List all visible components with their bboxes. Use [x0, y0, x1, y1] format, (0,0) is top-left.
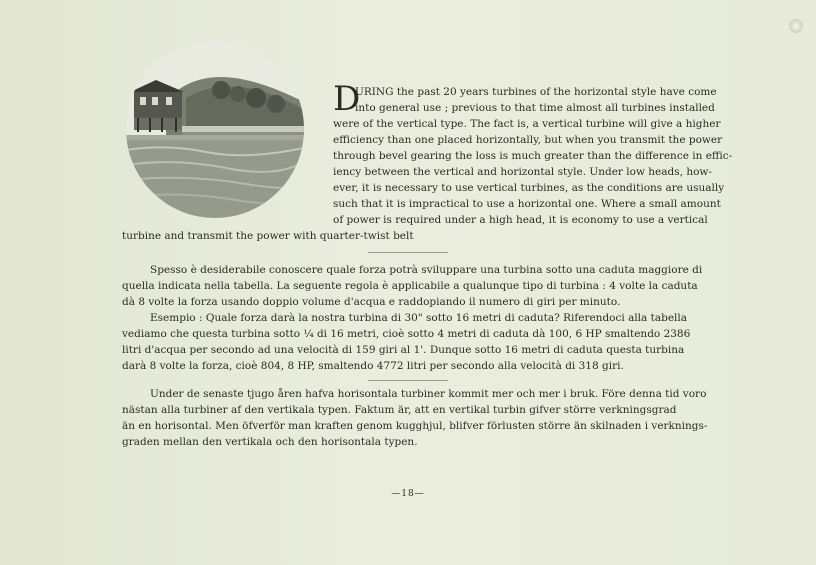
text-line: turbine and transmit the power with quarter-twist belt	[122, 230, 414, 242]
text-line: ever, it is necessary to use vertical turbines, as the conditions are usually	[333, 182, 725, 194]
text-line: quella indicata nella tabella. La seguente regola è applicabile a qualunque tipo di turbina : 4 volte la caduta	[122, 280, 698, 292]
text-line: Under de senaste tjugo åren hafva horisontala turbiner kommit mer och mer i bruk. Före denna tid voro	[150, 388, 707, 400]
text-line: iency between the vertical and horizontal style. Under low heads, how-	[333, 166, 712, 178]
text-line: vediamo che questa turbina sotto ¼ di 16 metri, cioè sotto 4 metri di caduta dà 100, 6 HP smaltendo 2386	[122, 328, 691, 340]
text-line: efficiency than one placed horizontally, but when you transmit the power	[333, 134, 723, 146]
text-line: of power is required under a high head, it is economy to use a vertical	[333, 214, 708, 226]
text-line: were of the vertical type. The fact is, a vertical turbine will give a higher	[333, 118, 721, 130]
page-number: —18—	[391, 489, 425, 499]
drop-cap: D	[333, 79, 361, 119]
text-line: Spesso è desiderabile conoscere quale forza potrà sviluppare una turbina sotto una caduta maggiore di	[150, 264, 703, 276]
text-line: litri d'acqua per secondo ad una velocità di 159 giri al 1'. Dunque sotto 16 metri di caduta questa turbina	[122, 344, 685, 356]
text-line: än en horisontal. Men öfverför man kraften genom kugghjul, blifver förlusten större än skilnaden i verknings-	[122, 420, 708, 432]
text-line: through bevel gearing the loss is much greater than the difference in effic-	[333, 150, 733, 162]
text-line: darà 8 volte la forza, cioè 804, 8 HP, smaltendo 4772 litri per secondo alla velocità di 318 giri.	[122, 360, 624, 372]
illustration	[126, 40, 304, 218]
text-line: into general use ; previous to that time almost all turbines installed	[355, 102, 715, 114]
italian-paragraph	[122, 262, 773, 374]
text-line: graden mellan den vertikala och den horisontala typen.	[122, 436, 418, 448]
text-line: nästan alla turbiner af den vertikala typen. Faktum är, att en vertikal turbin gifver större verkningsgrad	[122, 404, 677, 416]
english-paragraph-end	[122, 228, 773, 244]
english-paragraph	[333, 79, 773, 228]
text-line: dà 8 volte la forza usando doppio volume d'acqua e raddopiando il numero di giri per minuto.	[122, 296, 621, 308]
section-divider	[368, 380, 448, 381]
section-divider	[368, 252, 448, 253]
text-line: Esempio : Quale forza darà la nostra turbina di 30" sotto 16 metri di caduta? Riferendoci alla tabella	[150, 312, 688, 324]
mill-house-by-river-illustration	[126, 40, 304, 218]
text-line: such that it is impractical to use a horizontal one. Where a small amount	[333, 198, 721, 210]
paper-stain	[789, 19, 803, 33]
text-line: URING the past 20 years turbines of the horizontal style have come	[355, 86, 717, 98]
swedish-paragraph	[122, 386, 773, 450]
